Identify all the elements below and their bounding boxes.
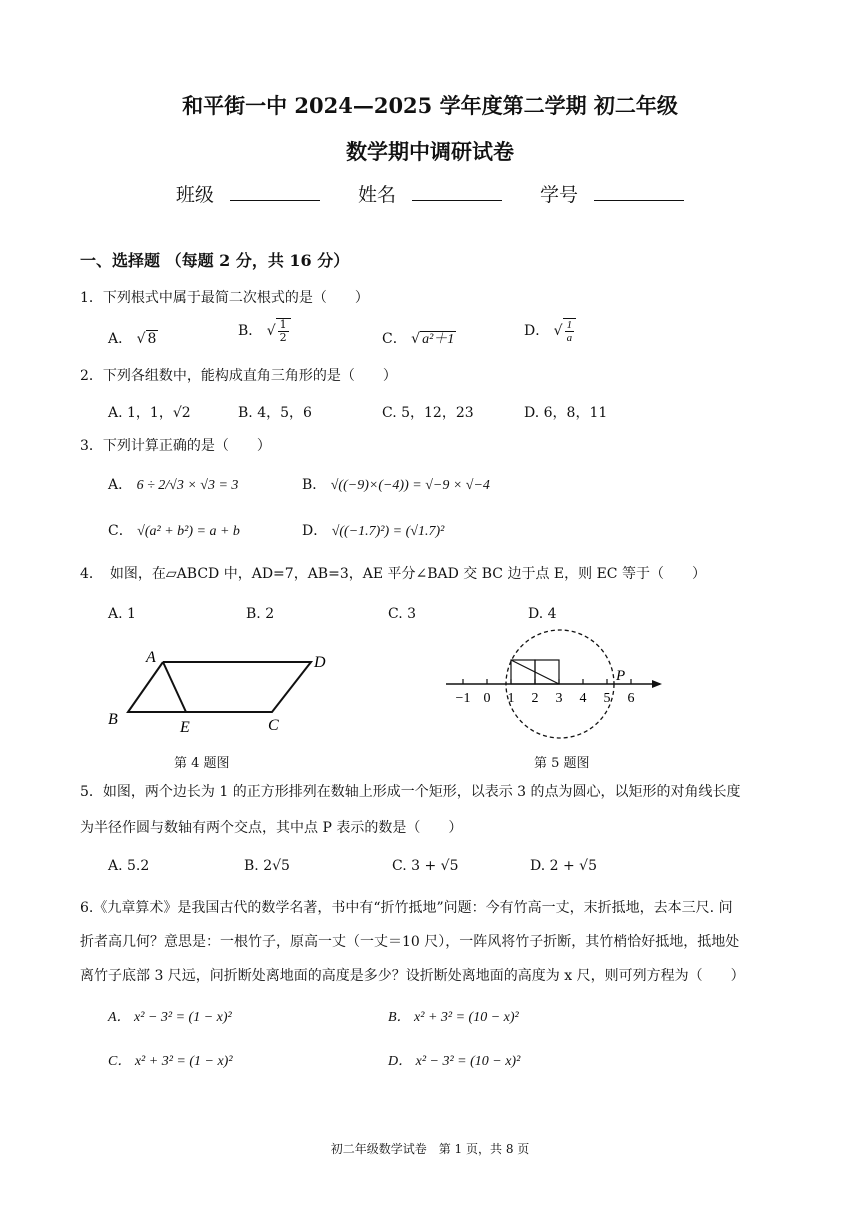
student-info bbox=[0, 180, 860, 207]
q5-option-c: C. 3 + √5 bbox=[392, 858, 459, 874]
id-blank bbox=[594, 184, 684, 201]
name-blank bbox=[412, 184, 502, 201]
label-d: D bbox=[314, 654, 326, 671]
q4-option-d: D. 4 bbox=[528, 606, 557, 622]
q1-option-c: C． √ a²＋1 bbox=[382, 331, 455, 347]
tick-label: 6 bbox=[627, 691, 635, 706]
label-p: P bbox=[616, 668, 626, 684]
tick-label: 3 bbox=[555, 691, 563, 706]
class-label: 班级 bbox=[175, 184, 214, 206]
q1-option-a: A． √ 8 bbox=[108, 331, 157, 347]
q2-option-b: B. 4，5，6 bbox=[238, 405, 312, 421]
tick-label: 4 bbox=[579, 691, 587, 706]
id-label: 学号 bbox=[540, 184, 579, 206]
q5-stem-line2: 为半径作圆与数轴有两个交点，其中点 P 表示的数是（ ） bbox=[80, 820, 463, 836]
q6-option-d: D． x² − 3² = (10 − x)² bbox=[388, 1054, 521, 1069]
fig4-caption: 第 4 题图 bbox=[174, 756, 230, 771]
q3-option-b: B． √((−9)×(−4)) = √−9 × √−4 bbox=[302, 477, 490, 493]
tick-label: 1 bbox=[507, 691, 515, 706]
q3-option-d: D． √((−1.7)²) = (√1.7)² bbox=[302, 523, 445, 539]
q1-option-d: D． √ $\frac{1}{a}$ bbox=[524, 318, 576, 344]
label-c: C bbox=[268, 717, 279, 734]
q6-stem-line1: 6.《九章算术》是我国古代的数学名著，书中有“折竹抵地”问题：今有竹高一丈，末折抵地，去本三尺. 问 bbox=[80, 900, 733, 916]
page-subtitle: 数学期中调研试卷 bbox=[346, 139, 514, 164]
label-e: E bbox=[180, 719, 190, 736]
label-b: B bbox=[108, 711, 118, 728]
axis-ticks bbox=[456, 679, 635, 706]
fig5-number-line bbox=[440, 620, 670, 750]
axis-arrow bbox=[652, 680, 662, 688]
label-a: A bbox=[146, 649, 156, 666]
name-label: 姓名 bbox=[357, 184, 396, 206]
q5-stem-line1: 5．如图，两个边长为 1 的正方形排列在数轴上形成一个矩形，以表示 3 的点为圆心，以矩形的对角线长度 bbox=[80, 784, 741, 800]
q6-option-c: C． x² + 3² = (1 − x)² bbox=[108, 1054, 233, 1069]
class-blank bbox=[230, 184, 320, 201]
q2-option-c: C. 5，12，23 bbox=[382, 405, 474, 421]
q4-option-c: C. 3 bbox=[388, 606, 417, 622]
q5-option-b: B. 2√5 bbox=[244, 858, 290, 874]
q5-option-a: A. 5.2 bbox=[108, 858, 150, 874]
q3-option-c: C． √(a² + b²) = a + b bbox=[108, 523, 240, 539]
q2-option-a: A. 1，1，√2 bbox=[108, 405, 191, 421]
page-title: 和平街一中 2024—2025 学年度第二学期 初二年级 bbox=[182, 93, 678, 118]
q4-option-b: B. 2 bbox=[246, 606, 275, 622]
tick-label: 5 bbox=[603, 691, 611, 706]
square-1 bbox=[511, 660, 535, 684]
fig5-caption: 第 5 题图 bbox=[534, 756, 590, 771]
q4-option-a: A. 1 bbox=[108, 606, 136, 622]
square-2 bbox=[535, 660, 559, 684]
segment-ae bbox=[163, 662, 186, 712]
q2-option-d: D. 6，8，11 bbox=[524, 405, 608, 421]
q6-option-a: A． x² − 3² = (1 − x)² bbox=[108, 1010, 232, 1025]
q6-option-b: B． x² + 3² = (10 − x)² bbox=[388, 1010, 519, 1025]
page-footer: 初二年级数学试卷 第 1 页，共 8 页 bbox=[330, 1142, 530, 1156]
q6-stem-line3: 离竹子底部 3 尺远，问折断处离地面的高度是多少？设折断处离地面的高度为 x 尺，则可列方程为（ ） bbox=[80, 968, 745, 984]
tick-label: −1 bbox=[455, 691, 471, 706]
parallelogram-abcd bbox=[128, 662, 311, 712]
q3-option-a: A． 6 ÷ 2/√3 × √3 = 3 bbox=[108, 477, 239, 493]
q6-stem-line2: 折者高几何？意思是：一根竹子，原高一丈（一丈＝10 尺），一阵风将竹子折断，其竹梢恰好抵地，抵地处 bbox=[80, 934, 740, 950]
q2-stem: 2．下列各组数中，能构成直角三角形的是（ ） bbox=[80, 368, 397, 384]
fig4-parallelogram bbox=[100, 640, 350, 740]
q3-stem: 3．下列计算正确的是（ ） bbox=[80, 438, 271, 454]
q1-stem: 1．下列根式中属于最简二次根式的是（ ） bbox=[80, 290, 369, 306]
tick-label: 2 bbox=[531, 691, 539, 706]
q5-option-d: D. 2 + √5 bbox=[530, 858, 597, 874]
q1-option-b: B． √ $\frac{1}{2}$ bbox=[238, 318, 291, 344]
section-title: 一、选择题 （每题 2 分，共 16 分） bbox=[80, 251, 350, 270]
tick-label: 0 bbox=[483, 691, 491, 706]
q4-stem: 4． 如图，在▱ABCD 中，AD=7，AB=3，AE 平分∠BAD 交 BC 边于点 E，则 EC 等于（ ） bbox=[80, 566, 706, 582]
